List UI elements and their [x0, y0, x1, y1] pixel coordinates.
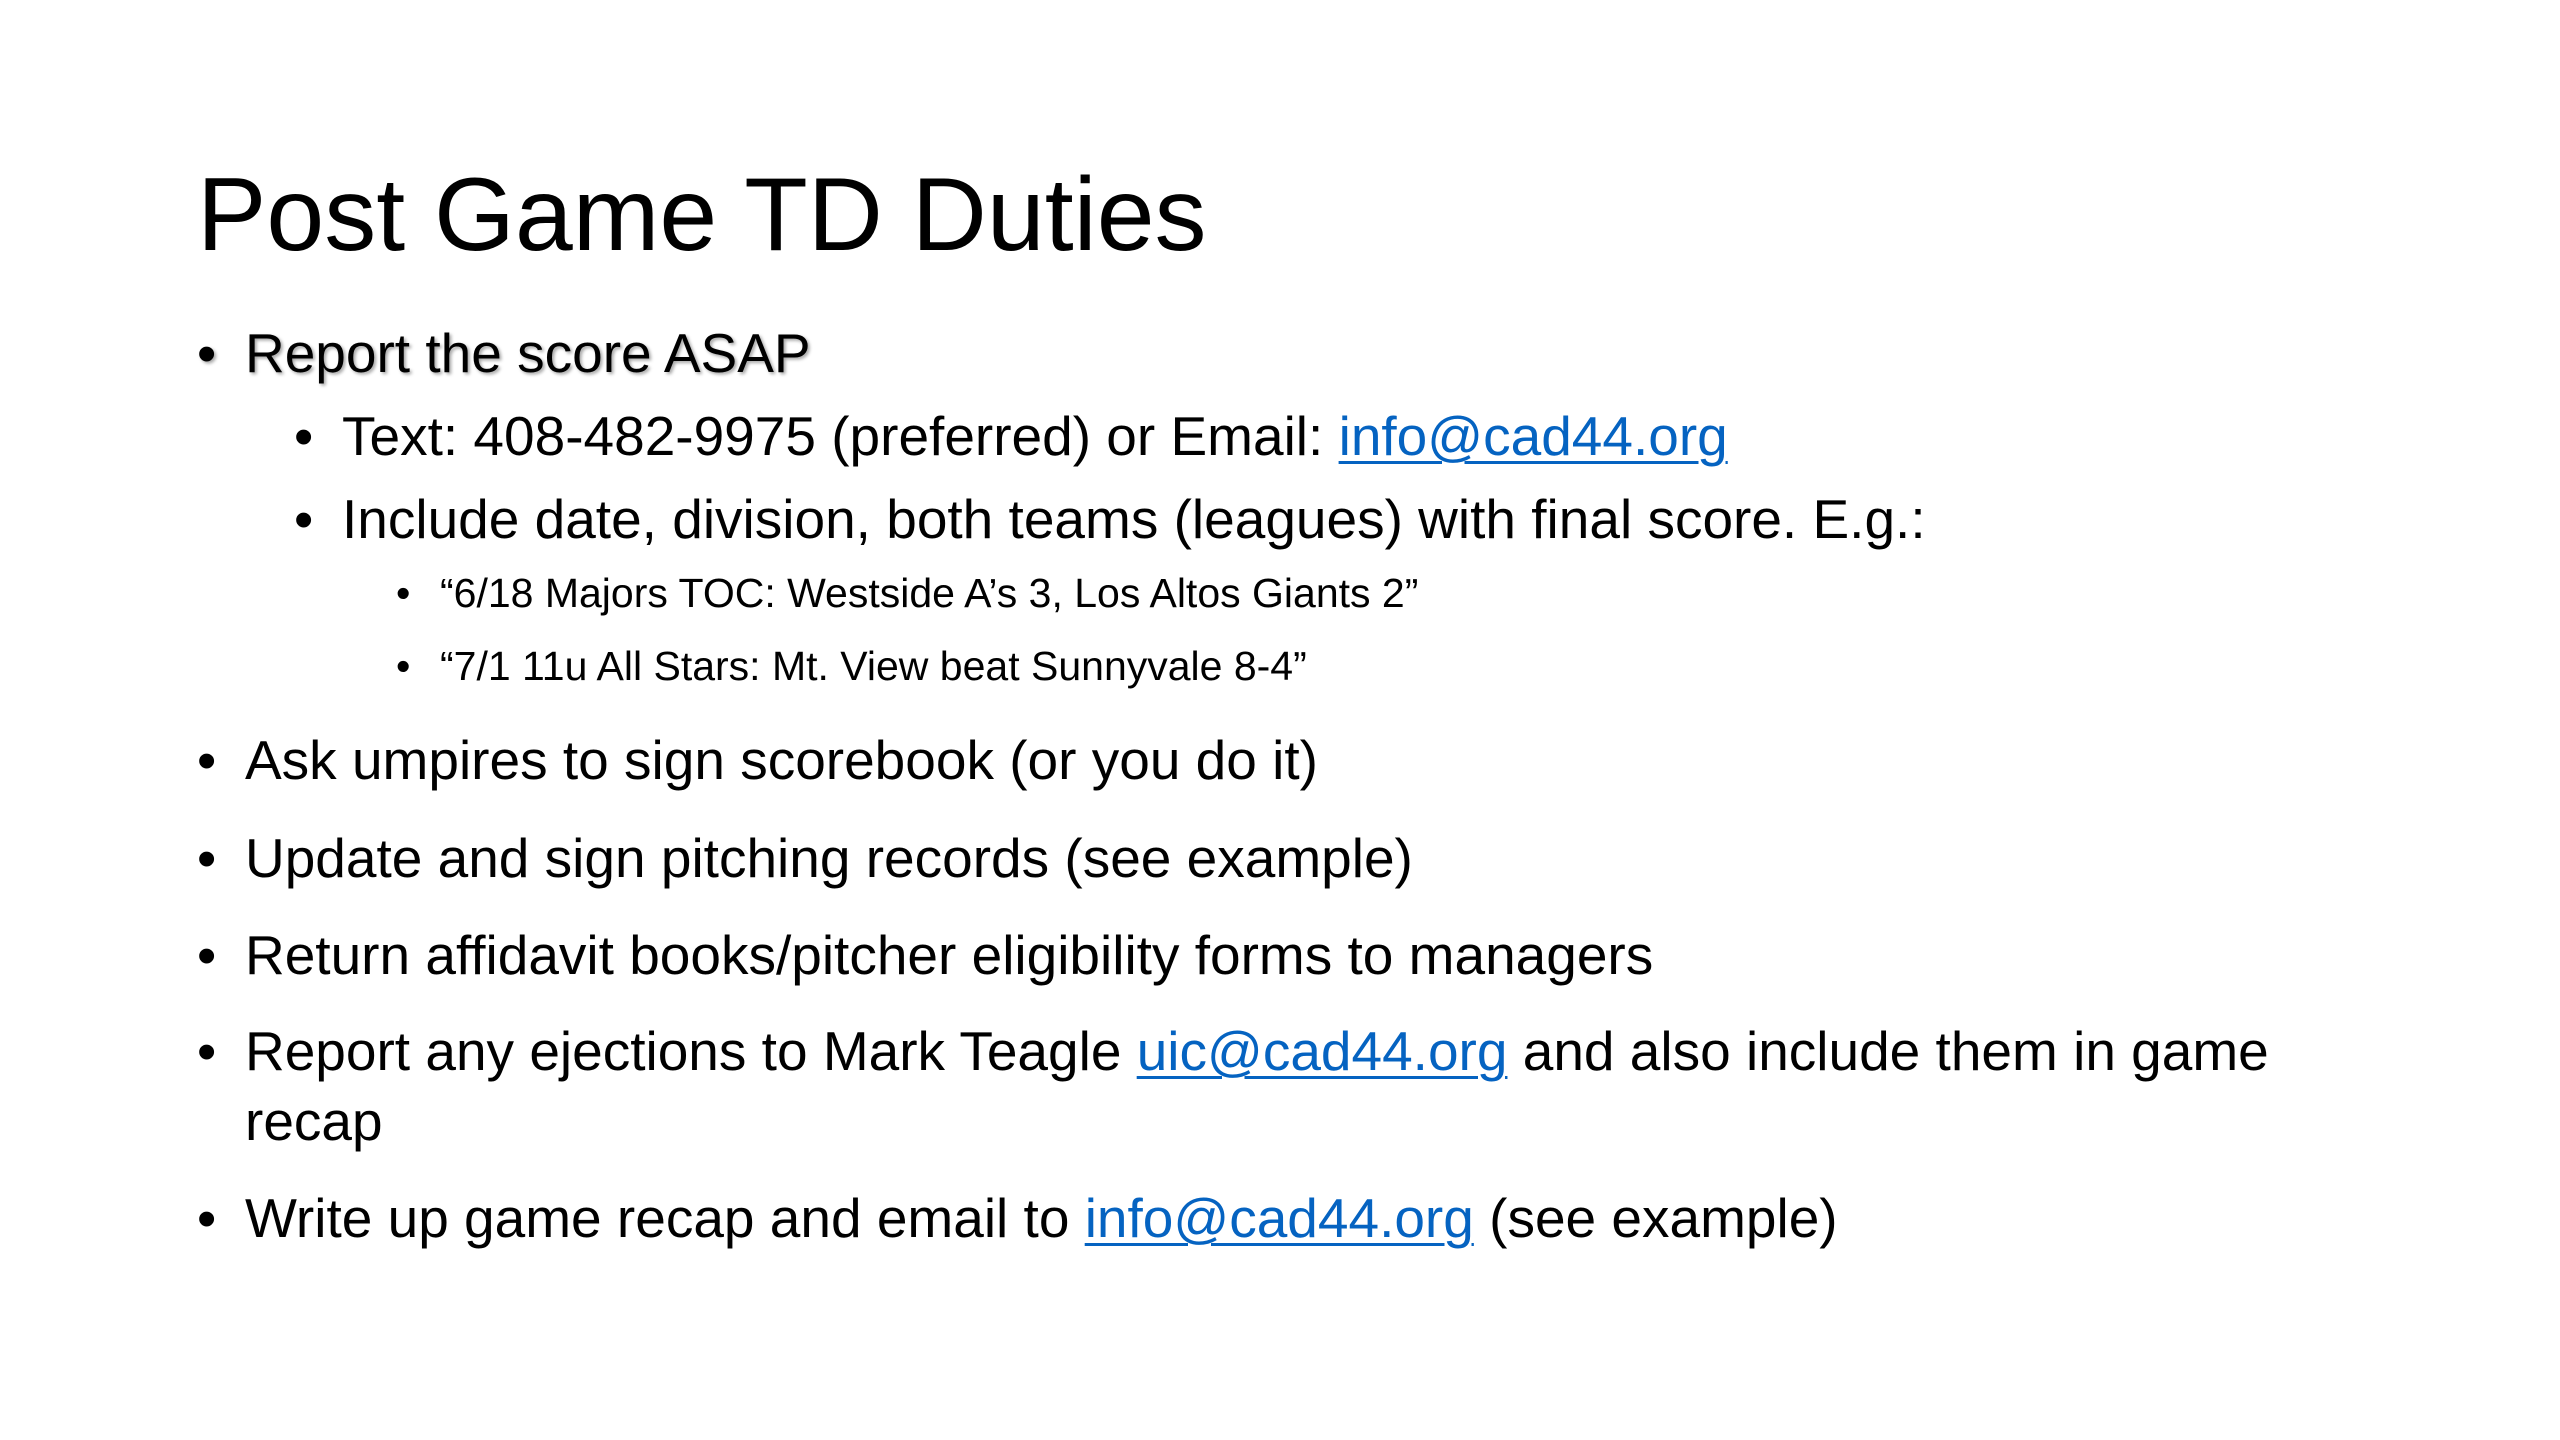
email-link-info-recap[interactable]: info@cad44.org: [1084, 1187, 1474, 1249]
recap-prefix: Write up game recap and email to: [245, 1187, 1085, 1249]
contact-prefix: Text: 408-482-9975 (preferred) or Email:: [342, 405, 1339, 467]
bullet-dot: •: [396, 643, 411, 689]
bullet-text: [245, 1183, 1838, 1253]
bullet-text: “7/1 11u All Stars: Mt. View beat Sunnyvale 8-4”: [440, 643, 1307, 689]
recap-suffix: (see example): [1473, 1187, 1838, 1249]
email-link-uic[interactable]: uic@cad44.org: [1136, 1020, 1508, 1082]
bullet-dot: •: [197, 1187, 217, 1249]
bullet-dot: •: [197, 1020, 217, 1082]
bullet-text-contact: [294, 401, 1728, 471]
bullet-dot: •: [197, 924, 217, 986]
bullet-text: Return affidavit books/pitcher eligibility forms to managers: [245, 924, 1654, 986]
bullet-dot: •: [197, 322, 217, 384]
bullet-text: Ask umpires to sign scorebook (or you do it): [245, 729, 1318, 791]
bullet-example-2: [396, 638, 1307, 694]
bullet-text: Update and sign pitching records (see example): [245, 827, 1413, 889]
bullet-ejections: [197, 1016, 2325, 1156]
bullet-recap: [197, 1183, 1838, 1253]
bullet-dot: •: [197, 827, 217, 889]
bullet-text: [245, 1016, 2325, 1156]
bullet-include-details: [294, 484, 1926, 554]
ejections-suffix: and also include them in game recap: [245, 1020, 2269, 1152]
bullet-text: “6/18 Majors TOC: Westside A’s 3, Los Altos Giants 2”: [440, 570, 1419, 616]
bullet-text: Include date, division, both teams (leagues) with final score. E.g.:: [342, 488, 1926, 550]
bullet-report-score: [197, 318, 811, 388]
slide-title: Post Game TD Duties: [197, 157, 1207, 273]
bullet-affidavit: [197, 920, 1654, 990]
bullet-text: Report the score ASAP: [245, 322, 811, 384]
bullet-dot: •: [294, 488, 314, 550]
bullet-example-1: [396, 565, 1419, 621]
bullet-umpires: [197, 725, 1318, 795]
ejections-prefix: Report any ejections to Mark Teagle: [245, 1020, 1137, 1082]
email-link-info[interactable]: info@cad44.org: [1338, 405, 1728, 467]
bullet-text: [342, 401, 1728, 471]
bullet-dot: •: [197, 729, 217, 791]
bullet-pitching: [197, 823, 1413, 893]
bullet-dot: •: [396, 570, 411, 616]
bullet-dot: •: [294, 405, 314, 467]
